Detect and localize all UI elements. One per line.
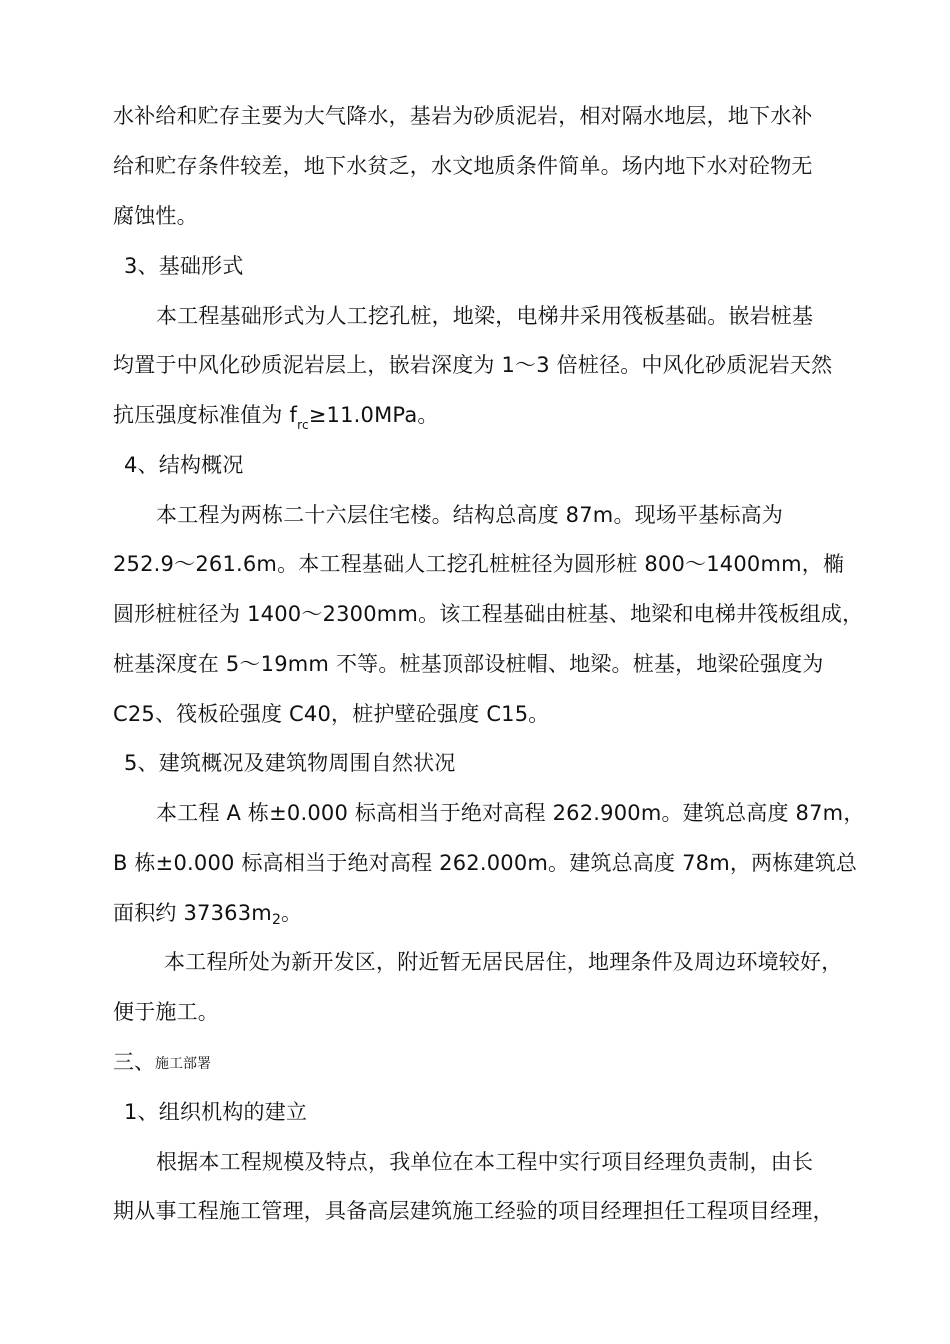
- strength-prefix: 抗压强度标准值为 f: [113, 403, 298, 427]
- paragraph-line: 腐蚀性。: [113, 204, 198, 228]
- paragraph-line: 根据本工程规模及特点，我单位在本工程中实行项目经理负责制，由长: [156, 1150, 814, 1174]
- area-suffix: 。: [281, 901, 303, 925]
- section-number: 三、: [113, 1050, 155, 1074]
- paragraph-line: 本工程基础形式为人工挖孔桩，地梁，电梯井采用筏板基础。嵌岩桩基: [156, 304, 814, 328]
- area-line: [113, 898, 302, 935]
- area-prefix: 面积约 37363m: [113, 901, 272, 925]
- section-heading-organization: 1、组织机构的建立: [124, 1100, 308, 1124]
- paragraph-line: 均置于中风化砂质泥岩层上，嵌岩深度为 1～3 倍桩径。中风化砂质泥岩天然: [113, 353, 833, 377]
- paragraph-line: 便于施工。: [113, 1000, 219, 1024]
- strength-subscript: rc: [297, 418, 309, 432]
- section-title: 施工部署: [155, 1056, 211, 1072]
- paragraph-line: 期从事工程施工管理，具备高层建筑施工经验的项目经理担任工程项目经理，: [113, 1199, 834, 1223]
- section-heading-structure: 4、结构概况: [124, 453, 244, 477]
- paragraph-line: 圆形桩桩径为 1400～2300mm。该工程基础由桩基、地梁和电梯井筏板组成，: [113, 602, 864, 626]
- paragraph-line: 本工程为两栋二十六层住宅楼。结构总高度 87m。现场平基标高为: [156, 503, 784, 527]
- paragraph-line: 本工程 A 栋±0.000 标高相当于绝对高程 262.900m。建筑总高度 87m，: [156, 801, 865, 825]
- strength-suffix: ≥11.0MPa。: [308, 403, 439, 427]
- strength-line: [113, 400, 439, 430]
- paragraph-line: B 栋±0.000 标高相当于绝对高程 262.000m。建筑总高度 78m，两栋建筑总: [113, 851, 858, 875]
- paragraph-line: 本工程所处为新开发区，附近暂无居民居住，地理条件及周边环境较好，: [164, 950, 843, 974]
- section-heading-foundation: 3、基础形式: [124, 254, 244, 278]
- paragraph-line: 水补给和贮存主要为大气降水，基岩为砂质泥岩，相对隔水地层，地下水补: [113, 104, 813, 128]
- paragraph-line: C25、筏板砼强度 C40，桩护壁砼强度 C15。: [113, 702, 550, 726]
- paragraph-line: 252.9～261.6m。本工程基础人工挖孔桩桩径为圆形桩 800～1400mm，椭: [113, 552, 845, 576]
- paragraph-line: 给和贮存条件较差，地下水贫乏，水文地质条件简单。场内地下水对砼物无: [113, 154, 813, 178]
- section-heading-deployment: [113, 1047, 211, 1079]
- area-subscript: 2: [271, 912, 282, 928]
- section-heading-building: 5、建筑概况及建筑物周围自然状况: [124, 751, 456, 775]
- paragraph-line: 桩基深度在 5～19mm 不等。桩基顶部设桩帽、地梁。桩基，地梁砼强度为: [113, 652, 824, 676]
